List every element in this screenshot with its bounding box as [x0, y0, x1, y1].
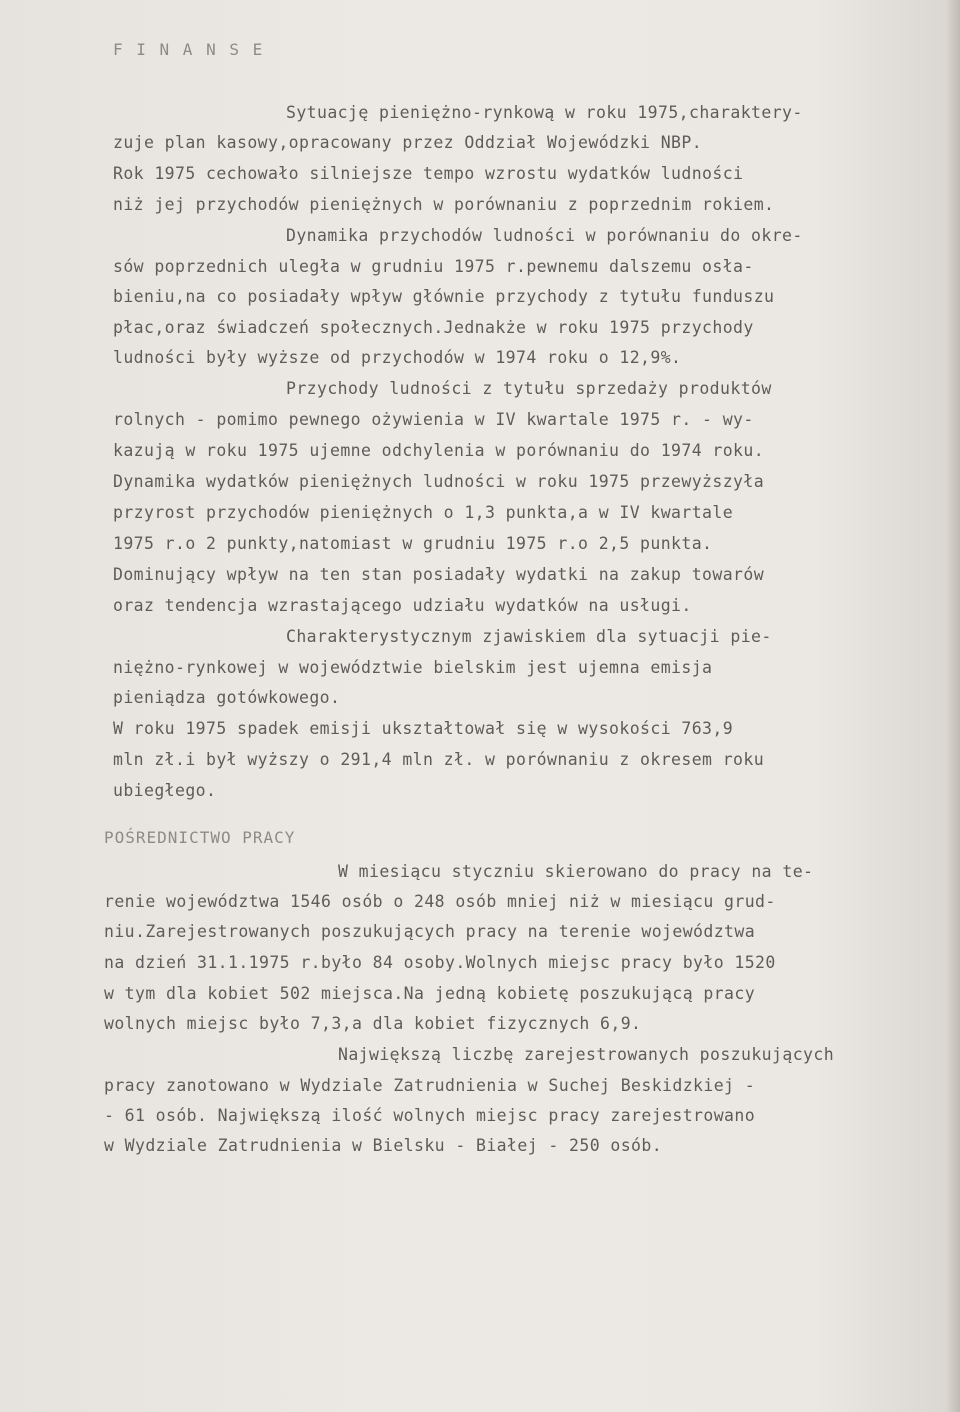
finance-line-22: mln zł.i był wyższy o 291,4 mln zł. w porównaniu z okresem roku: [113, 750, 765, 769]
employment-line-6: wolnych miejsc było 7,3,a dla kobiet fizycznych 6,9.: [104, 1014, 642, 1033]
finance-line-23: ubiegłego.: [113, 781, 217, 800]
finance-line-18: Charakterystycznym zjawiskiem dla sytuacji pie-: [286, 627, 772, 646]
employment-line-3: niu.Zarejestrowanych poszukujących pracy na terenie województwa: [104, 922, 756, 941]
finance-line-14: przyrost przychodów pieniężnych o 1,3 punkta,a w IV kwartale: [113, 503, 734, 522]
finance-line-17: oraz tendencja wzrastającego udziału wydatków na usługi.: [113, 596, 692, 615]
finance-line-15: 1975 r.o 2 punkty,natomiast w grudniu 1975 r.o 2,5 punkta.: [113, 534, 713, 553]
finance-line-1: Sytuację pieniężno-rynkową w roku 1975,charaktery-: [286, 103, 803, 122]
finance-line-11: rolnych - pomimo pewnego ożywienia w IV kwartale 1975 r. - wy-: [113, 410, 754, 429]
finance-line-8: płac,oraz świadczeń społecznych.Jednakże w roku 1975 przychody: [113, 318, 754, 337]
employment-line-8: pracy zanotowano w Wydziale Zatrudnienia w Suchej Beskidzkiej -: [104, 1076, 756, 1095]
finance-line-13: Dynamika wydatków pieniężnych ludności w roku 1975 przewyższyła: [113, 472, 765, 491]
finance-line-5: Dynamika przychodów ludności w porównaniu do okre-: [286, 226, 803, 245]
finance-line-7: bieniu,na co posiadały wpływ głównie przychody z tytułu funduszu: [113, 287, 775, 306]
employment-section-title: POŚREDNICTWO PRACY: [104, 828, 296, 847]
employment-line-7: Największą liczbę zarejestrowanych poszukujących: [338, 1045, 835, 1064]
finance-line-3: Rok 1975 cechowało silniejsze tempo wzrostu wydatków ludności: [113, 164, 744, 183]
employment-line-10: w Wydziale Zatrudnienia w Bielsku - Białej - 250 osób.: [104, 1136, 663, 1155]
finance-line-16: Dominujący wpływ na ten stan posiadały wydatki na zakup towarów: [113, 565, 765, 584]
finance-line-19: niężno-rynkowej w województwie bielskim jest ujemna emisja: [113, 658, 713, 677]
finance-line-20: pieniądza gotówkowego.: [113, 688, 341, 707]
employment-line-5: w tym dla kobiet 502 miejsca.Na jedną kobietę poszukującą pracy: [104, 984, 756, 1003]
employment-line-9: - 61 osób. Największą ilość wolnych miejsc pracy zarejestrowano: [104, 1106, 756, 1125]
finance-line-6: sów poprzednich uległa w grudniu 1975 r.pewnemu dalszemu osła-: [113, 257, 754, 276]
employment-line-1: W miesiącu styczniu skierowano do pracy na te-: [338, 862, 814, 881]
page-edge-shadow: [946, 0, 960, 1412]
finance-line-10: Przychody ludności z tytułu sprzedaży produktów: [286, 379, 772, 398]
finance-line-4: niż jej przychodów pieniężnych w porównaniu z poprzednim rokiem.: [113, 195, 775, 214]
finance-line-21: W roku 1975 spadek emisji ukształtował się w wysokości 763,9: [113, 719, 734, 738]
finance-section-title: F I N A N S E: [113, 40, 265, 59]
employment-line-2: renie województwa 1546 osób o 248 osób mniej niż w miesiącu grud-: [104, 892, 776, 911]
finance-line-12: kazują w roku 1975 ujemne odchylenia w porównaniu do 1974 roku.: [113, 441, 765, 460]
employment-line-4: na dzień 31.1.1975 r.było 84 osoby.Wolnych miejsc pracy było 1520: [104, 953, 776, 972]
finance-line-9: ludności były wyższe od przychodów w 1974 roku o 12,9%.: [113, 348, 682, 367]
finance-line-2: zuje plan kasowy,opracowany przez Oddział Wojewódzki NBP.: [113, 133, 703, 152]
